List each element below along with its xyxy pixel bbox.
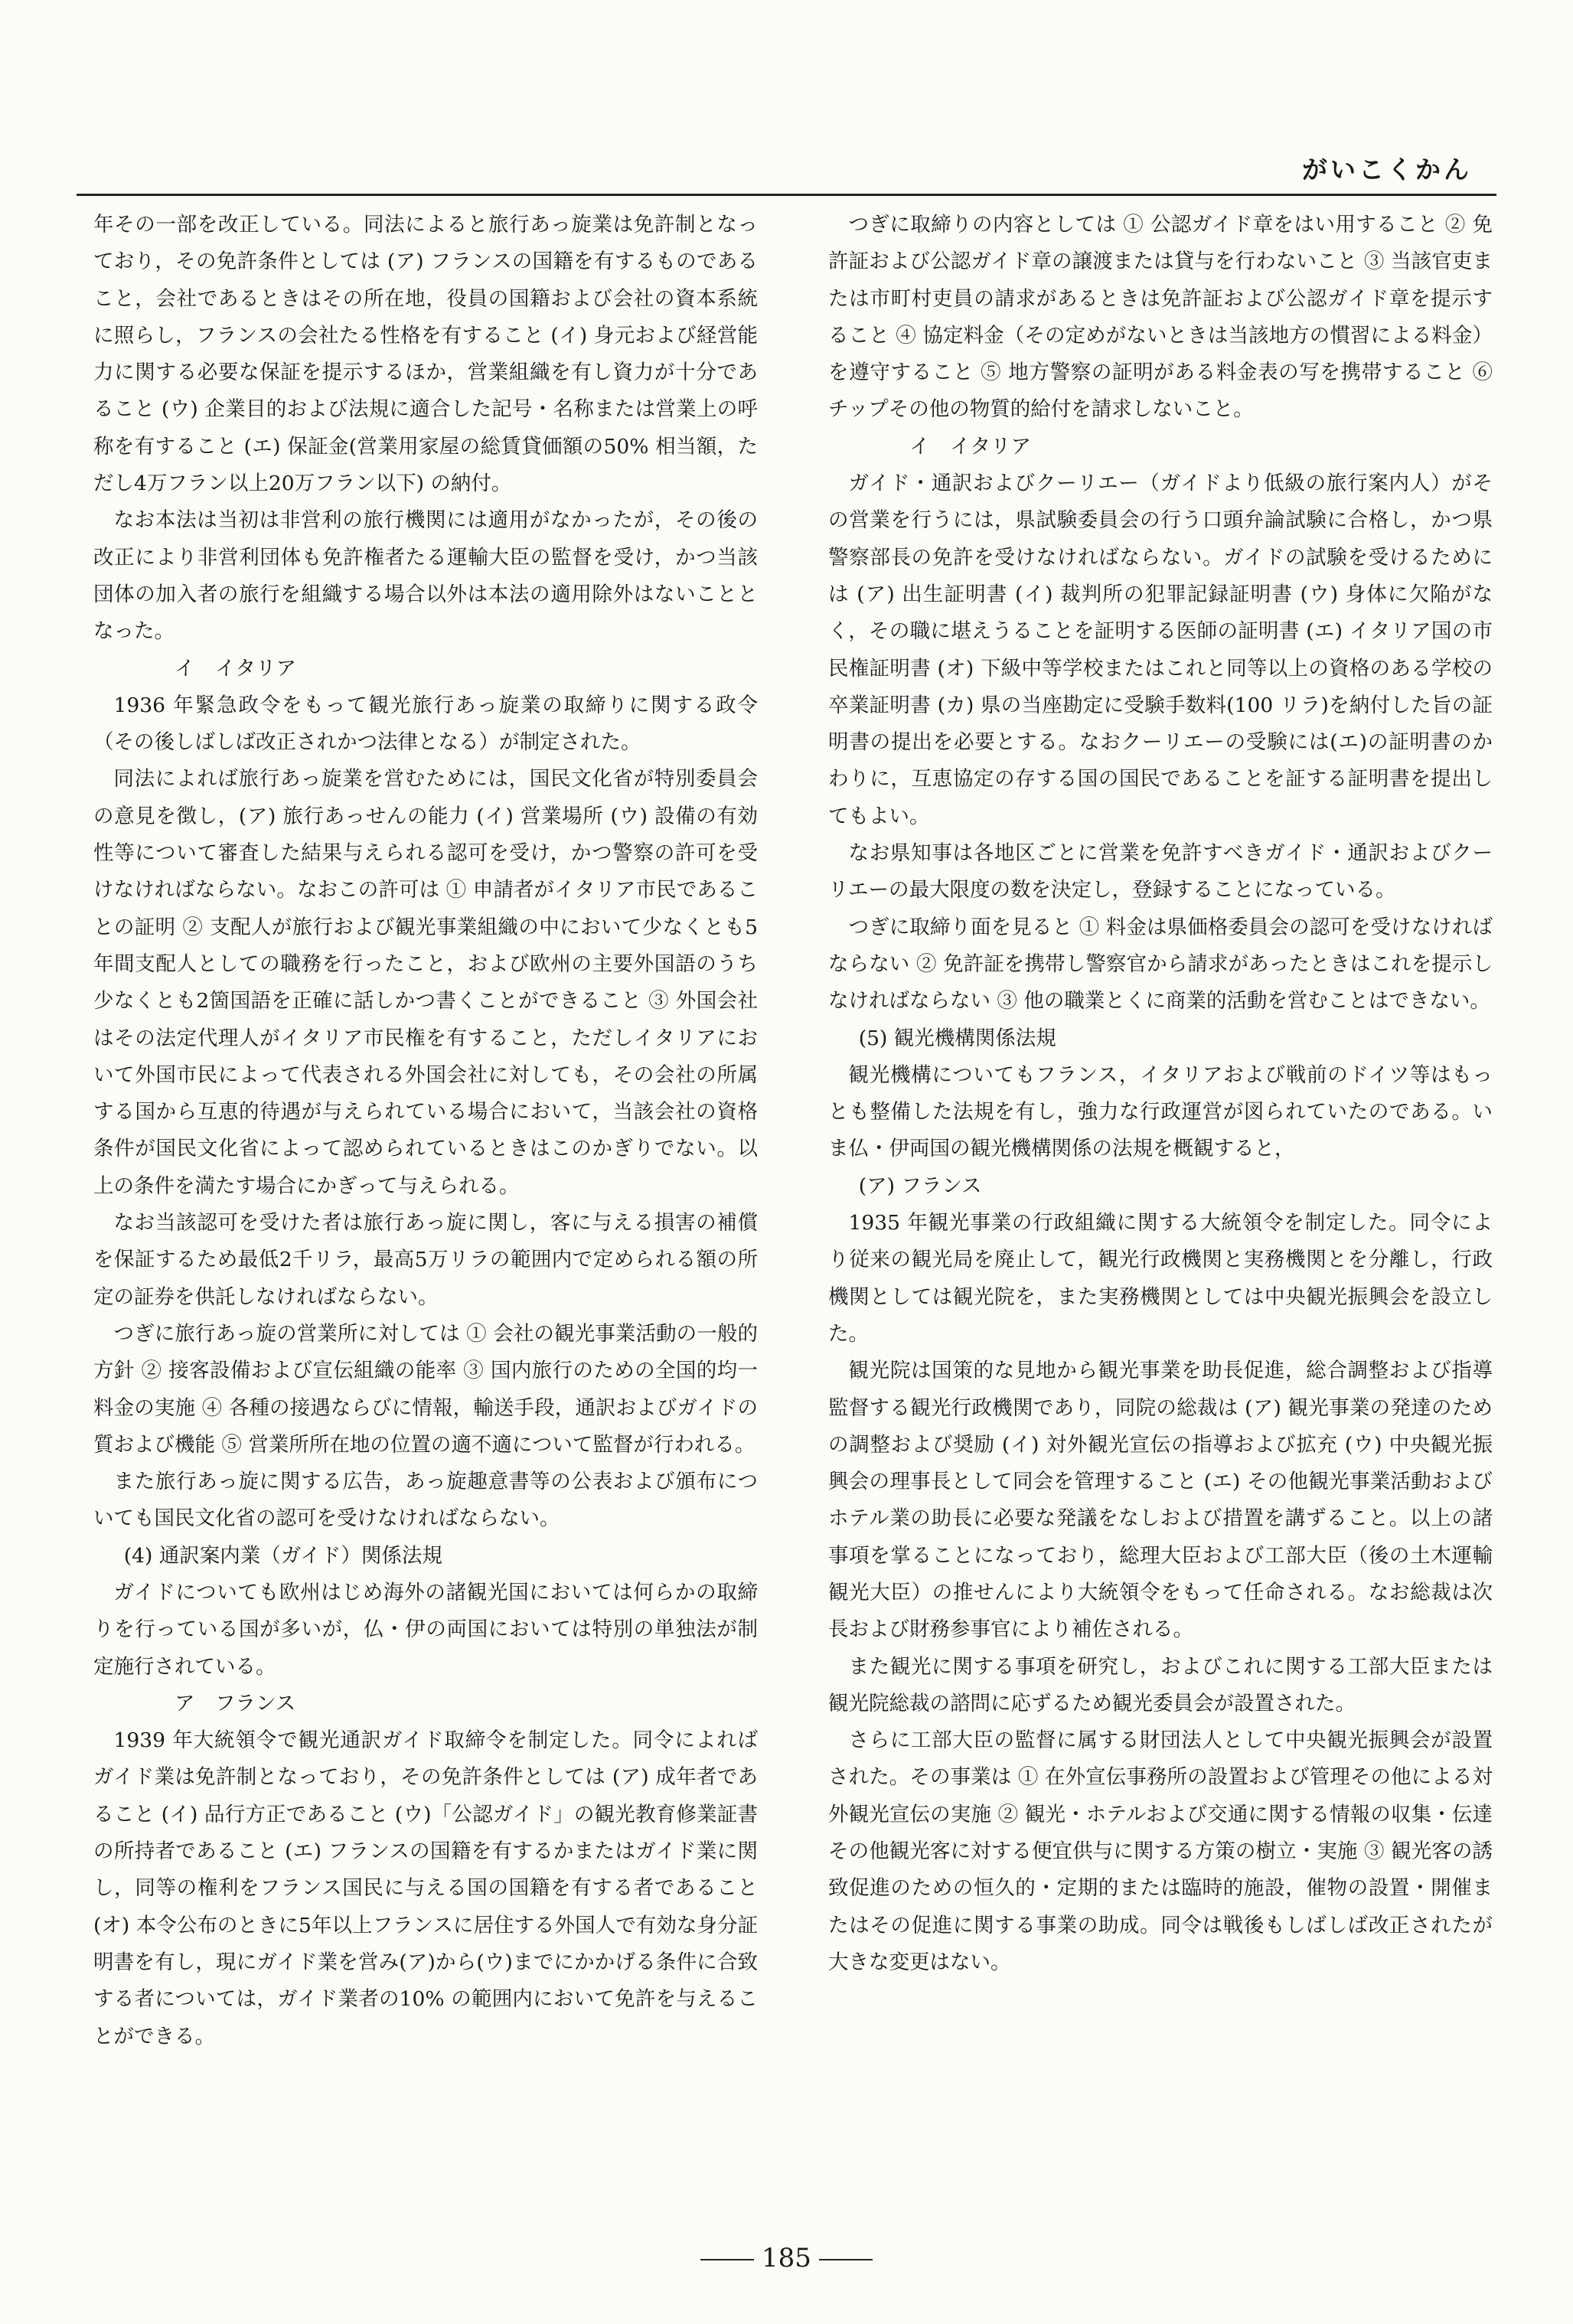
- page-number-dash-left: [700, 2259, 754, 2260]
- paragraph: 1935 年観光事業の行政組織に関する大統領令を制定した。同令により従来の観光局を廃止して，観光行政機関と実務機関とを分離し，行政機関としては観光院を，また実務機関としては中央観光振興会を設立した。: [828, 1211, 1493, 1346]
- paragraph: つぎに取締り面を見ると ① 料金は県価格委員会の認可を受けなければならない ② 免許証を携帯し警察官から請求があったときはこれを提示しなければならない ③ 他の職業とくに商業的活動を営むことはできない。: [828, 915, 1493, 1013]
- paragraph: また観光に関する事項を研究し，およびこれに関する工部大臣または観光院総裁の諮問に応ずるため観光委員会が設置された。: [828, 1654, 1493, 1715]
- section-heading: (ア) フランス: [858, 1173, 982, 1198]
- section-heading: (5) 観光機構関係法規: [858, 1026, 1056, 1050]
- subheading: イ イタリア: [175, 656, 296, 681]
- section-heading: (4) 通訳案内業（ガイド）関係法規: [123, 1543, 442, 1568]
- header-rule: [77, 194, 1496, 196]
- paragraph: つぎに旅行あっ旋の営業所に対しては ① 会社の観光事業活動の一般的方針 ② 接客設備および宣伝組織の能率 ③ 国内旅行のための全国的均一料金の実施 ④ 各種の接遇ならびに情報，輸送手段，通訳およびガイドの質および機能 ⑤ 営業所所在地の位置の適不適について監督が行われる。: [93, 1321, 758, 1457]
- paragraph-continued: 年その一部を改正している。同法によると旅行あっ旋業は免許制となっており，その免許条件としては (ア) フランスの国籍を有するものであること，会社であるときはその所在地，役員の国籍および会社の資本系統に照らし，フランスの会社たる性格を有すること (イ) 身元および経営能力に関する必要な保証を提示するほか，営業組織を有し資力が十分であること (ウ) 企業目的および法規に適合した記号・名称または営業上の呼称を有すること (エ) 保証金(営業用家屋の総賃貸価額の50% 相当額，ただし4万フラン以上20万フラン以下) の納付。: [93, 213, 758, 496]
- page-number: 185: [762, 2243, 811, 2273]
- paragraph: また旅行あっ旋に関する広告，あっ旋趣意書等の公表および頒布についても国民文化省の認可を受けなければならない。: [93, 1470, 758, 1531]
- paragraph: さらに工部大臣の監督に属する財団法人として中央観光振興会が設置された。その事業は ① 在外宣伝事務所の設置および管理その他による対外観光宣伝の実施 ② 観光・ホテルおよび交通に関する情報の収集・伝達その他観光客に対する便宜供与に関する方策の樹立・実施 ③ 観光客の誘致促進のための恒久的・定期的または臨時的施設，催物の設置・開催またはその促進に関する事業の助成。同令は戦後もしばしば改正されたが大きな変更はない。: [828, 1728, 1493, 1974]
- page-number-footer: [0, 2243, 1573, 2273]
- right-column: [828, 207, 1493, 1981]
- left-column: [93, 207, 758, 2055]
- subheading: ア フランス: [175, 1691, 296, 1715]
- paragraph: なお県知事は各地区ごとに営業を免許すべきガイド・通訳およびクーリエーの最大限度の数を決定し，登録することになっている。: [828, 841, 1493, 903]
- running-header: がいこくかん: [1302, 155, 1472, 184]
- paragraph: 1939 年大統領令で観光通訳ガイド取締令を制定した。同令によればガイド業は免許制となっており，その免許条件としては (ア) 成年者であること (イ) 品行方正であること (ウ)「公認ガイド」の観光教育修業証書の所持者であること (エ) フランスの国籍を有するかまたはガイド業に関し，同等の権利をフランス国民に与える国の国籍を有する者であること (オ) 本令公布のときに5年以上フランスに居住する外国人で有効な身分証明書を有し，現にガイド業を営み(ア)から(ウ)までにかかげる条件に合致する者については，ガイド業者の10% の範囲内において免許を与えることができる。: [93, 1728, 758, 2048]
- paragraph: ガイド・通訳およびクーリエー（ガイドより低級の旅行案内人）がその営業を行うには，県試験委員会の行う口頭弁論試験に合格し，かつ県警察部長の免許を受けなければならない。ガイドの試験を受けるためには (ア) 出生証明書 (イ) 裁判所の犯罪記録証明書 (ウ) 身体に欠陥がなく，その職に堪えうることを証明する医師の証明書 (エ) イタリア国の市民権証明書 (オ) 下級中等学校またはこれと同等以上の資格のある学校の卒業証明書 (カ) 県の当座勘定に受験手数料(100 リラ)を納付した旨の証明書の提出を必要とする。なおクーリエーの受験には(エ)の証明書のかわりに，互恵協定の存する国の国民であることを証する証明書を提出してもよい。: [828, 472, 1493, 828]
- paragraph: なお当該認可を受けた者は旅行あっ旋に関し，客に与える損害の補償を保証するため最低2千リラ，最高5万リラの範囲内で定められる額の所定の証券を供託しなければならない。: [93, 1211, 758, 1309]
- subheading: イ イタリア: [909, 434, 1031, 459]
- paragraph: なお本法は当初は非営利の旅行機関には適用がなかったが，その後の改正により非営利団体も免許権者たる運輸大臣の監督を受け，かつ当該団体の加入者の旅行を組織する場合以外は本法の適用除外はないこととなった。: [93, 508, 758, 644]
- paragraph: 1936 年緊急政令をもって観光旅行あっ旋業の取締りに関する政令（その後しばしば改正されかつ法律となる）が制定された。: [93, 693, 758, 755]
- page-number-dash-right: [819, 2259, 873, 2260]
- paragraph: 同法によれば旅行あっ旋業を営むためには，国民文化省が特別委員会の意見を徴し，(ア) 旅行あっせんの能力 (イ) 営業場所 (ウ) 設備の有効性等について審査した結果与えられる認可を受け，かつ警察の許可を受けなければならない。なおこの許可は ① 申請者がイタリア市民であることの証明 ② 支配人が旅行および観光事業組織の中において少なくとも5年間支配人としての職務を行ったこと，および欧州の主要外国語のうち少なくとも2箇国語を正確に話しかつ書くことができること ③ 外国会社はその法定代理人がイタリア市民権を有すること，ただしイタリアにおいて外国市民によって代表される外国会社に対しても，その会社の所属する国から互恵的待遇が与えられている場合において，当該会社の資格条件が国民文化省によって認められているときはこのかぎりでない。以上の条件を満たす場合にかぎって与えられる。: [93, 767, 758, 1198]
- paragraph: 観光院は国策的な見地から観光事業を助長促進，総合調整および指導監督する観光行政機関であり，同院の総裁は (ア) 観光事業の発達のための調整および奨励 (イ) 対外観光宣伝の指導および拡充 (ウ) 中央観光振興会の理事長として同会を管理すること (エ) その他観光事業活動およびホテル業の助長に必要な発議をなしおよび措置を講ずること。以上の諸事項を掌ることになっており，総理大臣および工部大臣（後の土木運輸観光大臣）の推せんにより大統領令をもって任命される。なお総裁は次長および財務参事官により補佐される。: [828, 1359, 1493, 1642]
- paragraph: 観光機構についてもフランス，イタリアおよび戦前のドイツ等はもっとも整備した法規を有し，強力な行政運営が図られていたのである。いま仏・伊両国の観光機構関係の法規を概観すると，: [828, 1062, 1493, 1161]
- paragraph: ガイドについても欧州はじめ海外の諸観光国においては何らかの取締りを行っている国が多いが，仏・伊の両国においては特別の単独法が制定施行されている。: [93, 1580, 758, 1679]
- paragraph: つぎに取締りの内容としては ① 公認ガイド章をはい用すること ② 免許証および公認ガイド章の譲渡または貸与を行わないこと ③ 当該官吏または市町村吏員の請求があるときは免許証および公認ガイド章を提示すること ④ 協定料金（その定めがないときは当該地方の慣習による料金）を遵守すること ⑤ 地方警察の証明がある料金表の写を携帯すること ⑥ チップその他の物質的給付を請求しないこと。: [828, 213, 1493, 422]
